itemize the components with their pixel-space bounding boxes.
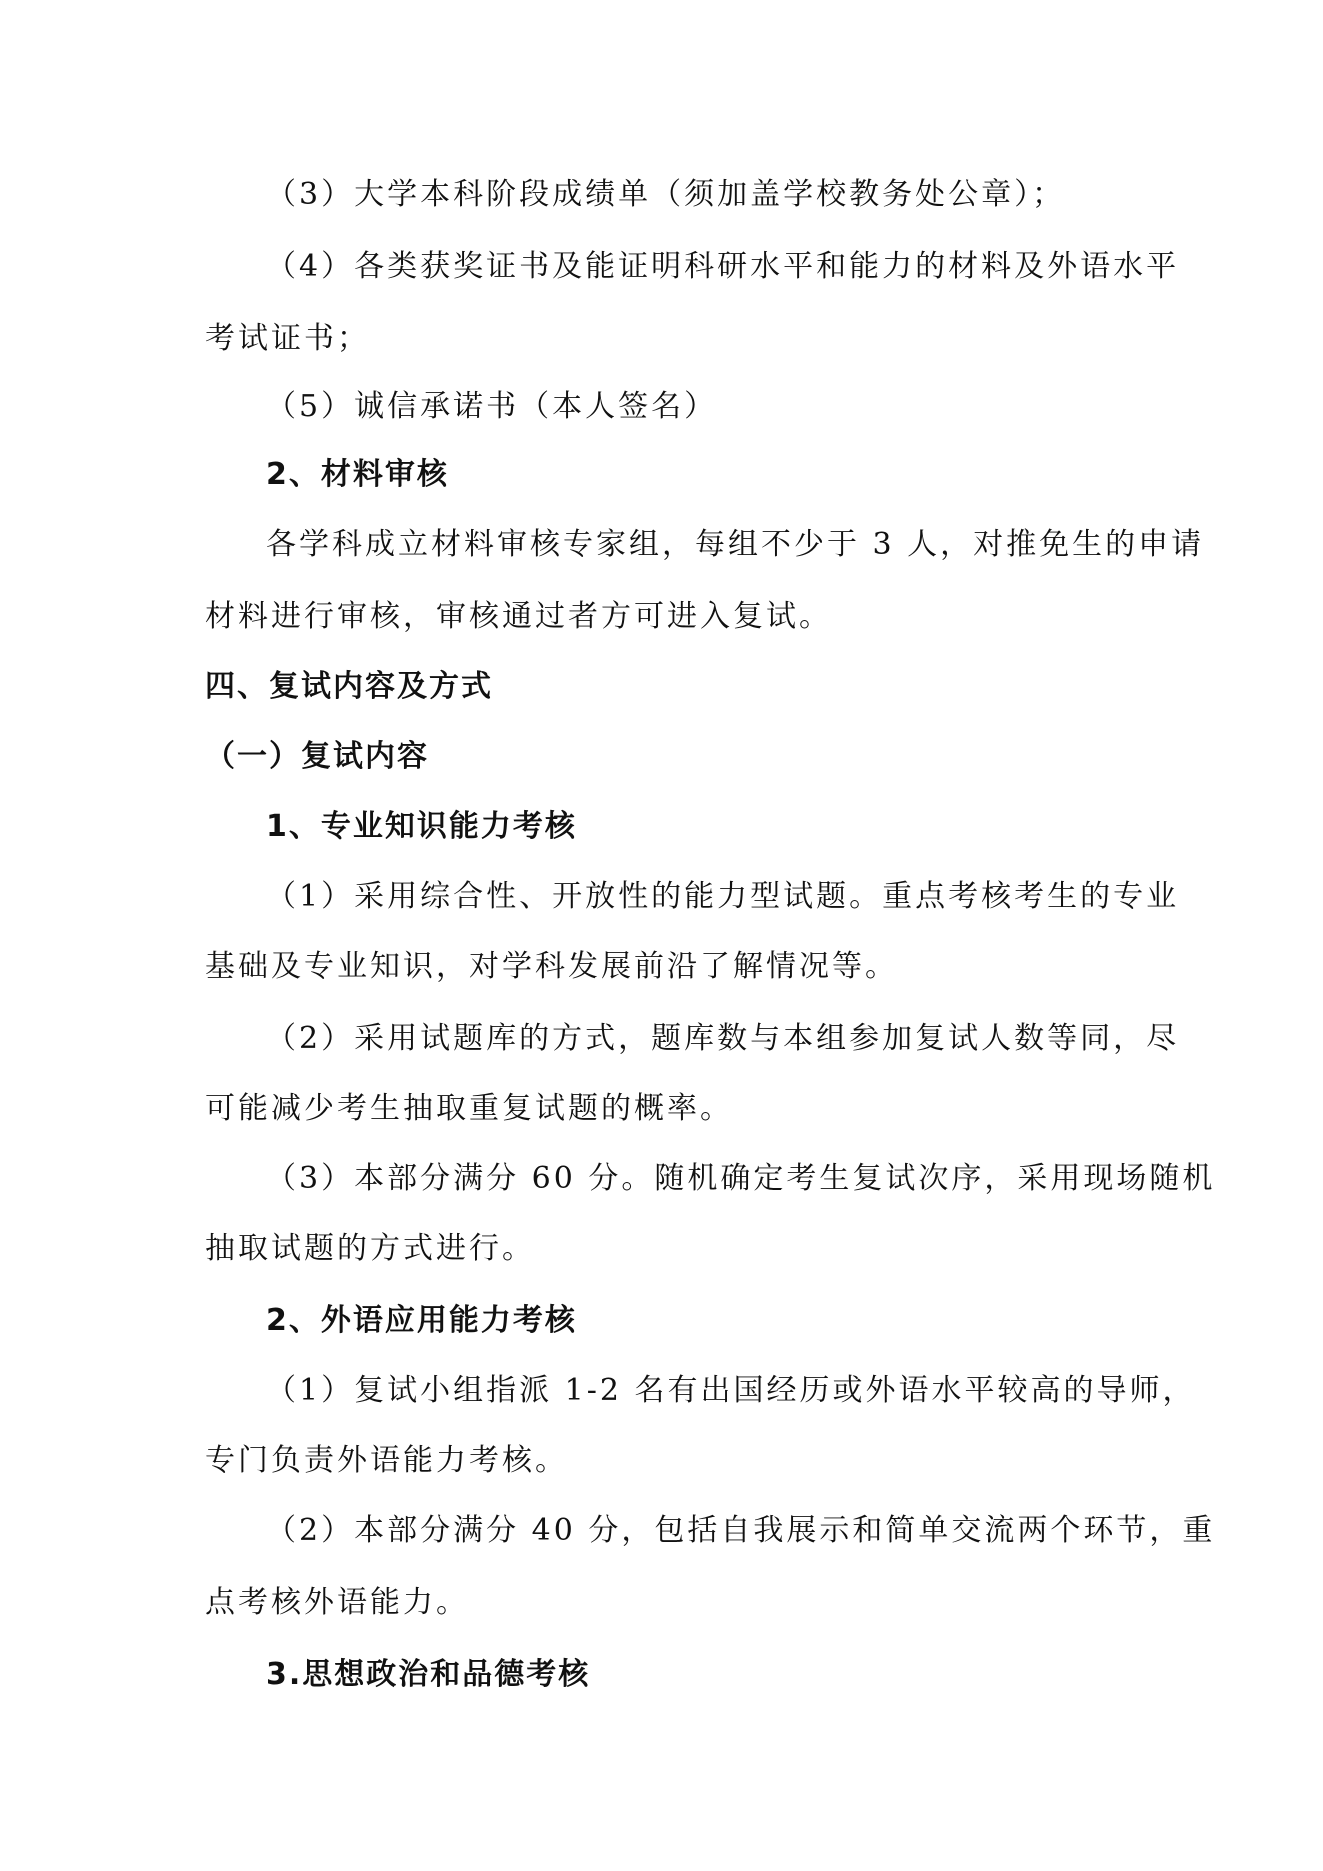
heading-material-review: 2、材料审核: [266, 457, 449, 492]
list-item-score-60: （3）本部分满分 60 分。随机确定考生复试次序，采用现场随机: [266, 1161, 1216, 1196]
list-item-transcript: （3）大学本科阶段成绩单（须加盖学校教务处公章）；: [266, 177, 1066, 212]
list-item-comprehensive-questions-cont: 基础及专业知识，对学科发展前沿了解情况等。: [205, 949, 898, 984]
list-item-score-40: （2）本部分满分 40 分，包括自我展示和简单交流两个环节，重: [266, 1513, 1216, 1548]
heading-foreign-language: 2、外语应用能力考核: [266, 1303, 577, 1338]
list-item-integrity-pledge: （5）诚信承诺书（本人签名）: [266, 389, 718, 424]
list-item-certificates-cont: 考试证书；: [205, 321, 370, 356]
list-item-question-bank-cont: 可能减少考生抽取重复试题的概率。: [205, 1091, 733, 1126]
paragraph-review-panel: 各学科成立材料审核专家组，每组不少于 3 人，对推免生的申请: [266, 527, 1205, 562]
list-item-comprehensive-questions: （1）采用综合性、开放性的能力型试题。重点考核考生的专业: [266, 879, 1180, 914]
list-item-language-examiners-cont: 专门负责外语能力考核。: [205, 1443, 568, 1478]
list-item-score-40-cont: 点考核外语能力。: [205, 1585, 469, 1620]
paragraph-review-panel-cont: 材料进行审核，审核通过者方可进入复试。: [205, 599, 832, 634]
subsection-heading-content: （一）复试内容: [205, 739, 429, 774]
list-item-certificates: （4）各类获奖证书及能证明科研水平和能力的材料及外语水平: [266, 249, 1180, 284]
section-heading-interview: 四、复试内容及方式: [205, 669, 493, 704]
list-item-question-bank: （2）采用试题库的方式，题库数与本组参加复试人数等同，尽: [266, 1021, 1180, 1056]
list-item-score-60-cont: 抽取试题的方式进行。: [205, 1231, 535, 1266]
heading-political-moral: 3.思想政治和品德考核: [266, 1657, 591, 1692]
list-item-language-examiners: （1）复试小组指派 1-2 名有出国经历或外语水平较高的导师，: [266, 1373, 1196, 1408]
heading-professional-knowledge: 1、专业知识能力考核: [266, 809, 577, 844]
